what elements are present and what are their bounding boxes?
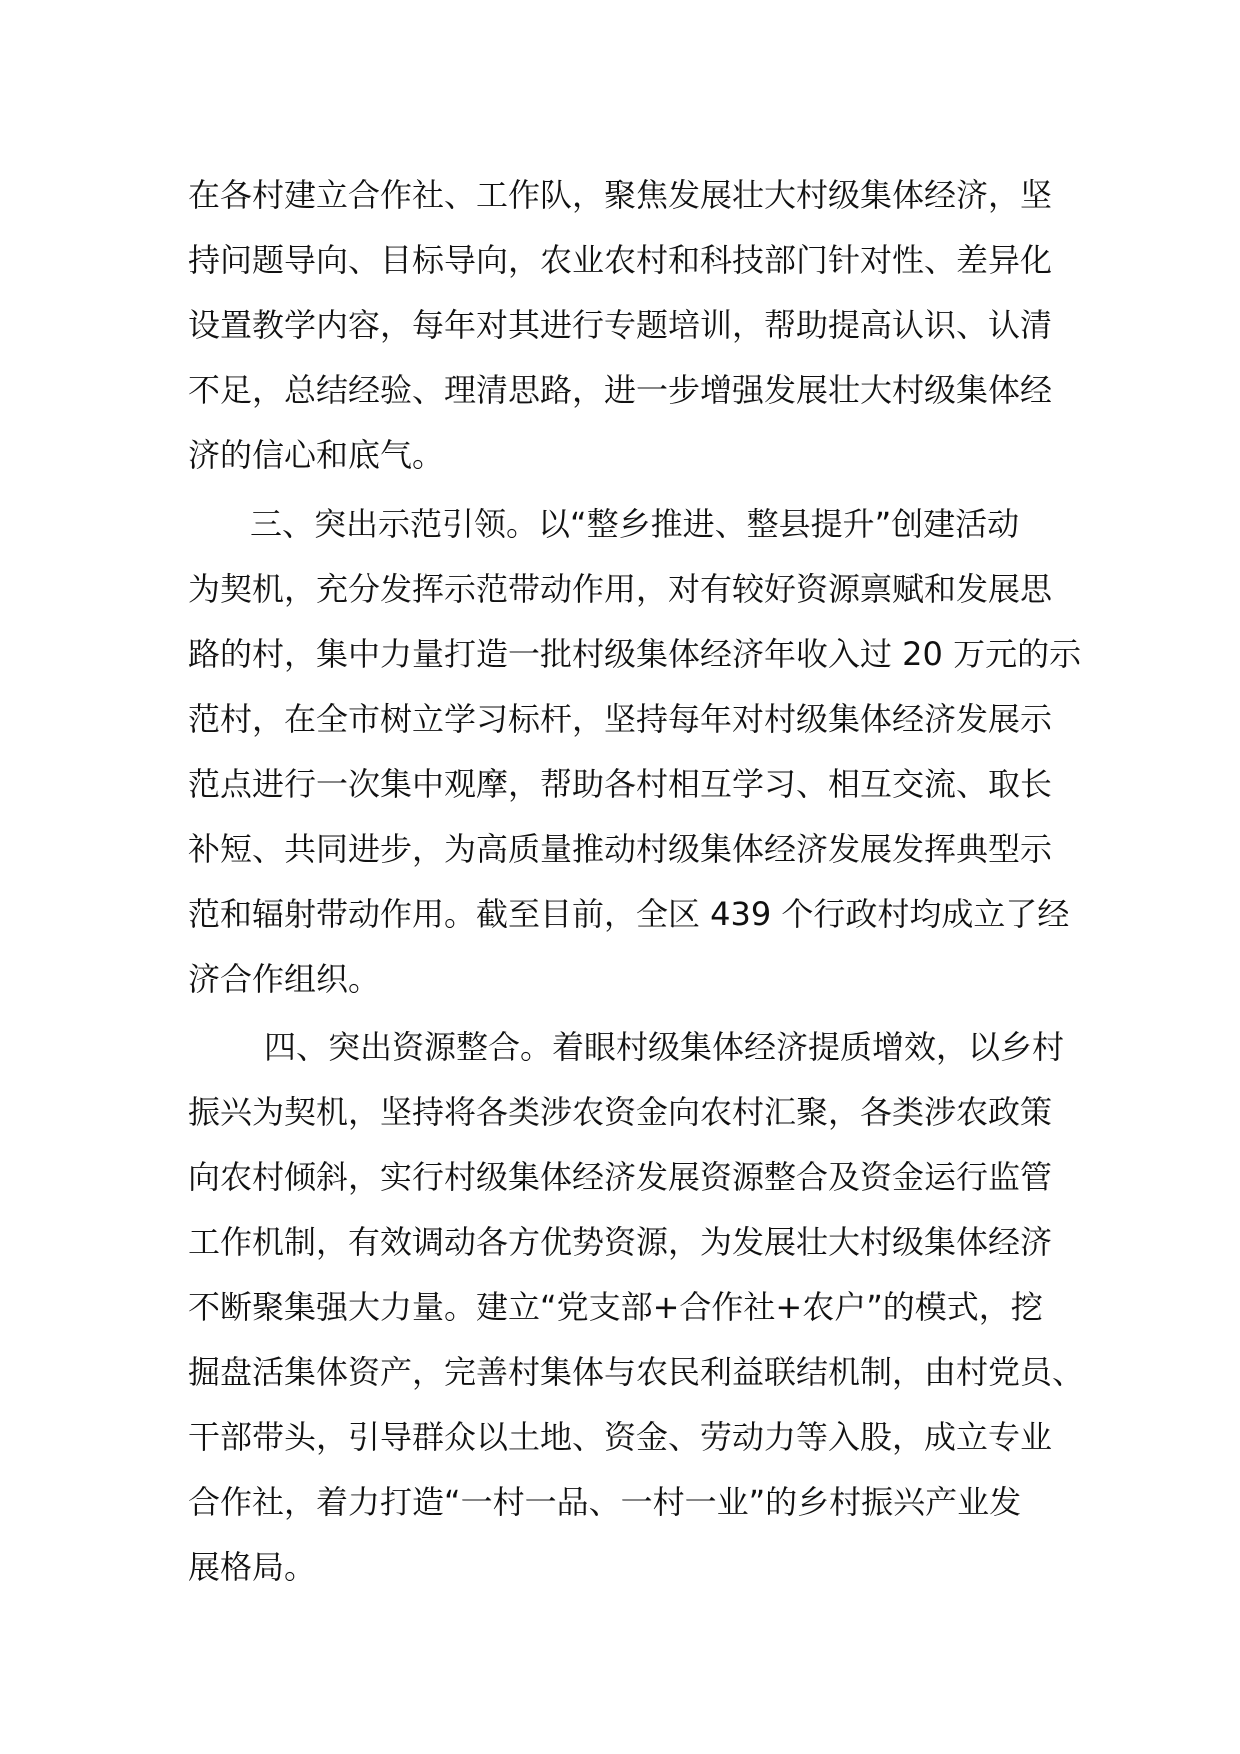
text-line: 持问题导向、目标导向，农业农村和科技部门针对性、差异化 xyxy=(188,241,1053,279)
text-line: 三、突出示范引领。以“整乡推进、整县提升”创建活动 xyxy=(250,505,1020,543)
text-line: 济合作组织。 xyxy=(188,960,381,998)
text-line: 合作社，着力打造“一村一品、一村一业”的乡村振兴产业发 xyxy=(188,1483,1022,1521)
text-line: 工作机制，有效调动各方优势资源，为发展壮大村级集体经济 xyxy=(188,1223,1053,1261)
text-line: 补短、共同进步，为高质量推动村级集体经济发展发挥典型示 xyxy=(188,830,1053,868)
text-line: 展格局。 xyxy=(188,1548,317,1586)
text-line: 不断聚集强大力量。建立“党支部+合作社+农户”的模式，挖 xyxy=(188,1288,1043,1326)
text-line: 范点进行一次集中观摩，帮助各村相互学习、相互交流、取长 xyxy=(188,765,1053,803)
text-line: 四、突出资源整合。着眼村级集体经济提质增效，以乡村 xyxy=(264,1028,1065,1066)
text-line: 向农村倾斜，实行村级集体经济发展资源整合及资金运行监管 xyxy=(188,1158,1053,1196)
text-line: 济的信心和底气。 xyxy=(188,436,445,474)
paragraph-continued xyxy=(188,163,1088,488)
text-line: 干部带头，引导群众以土地、资金、劳动力等入股，成立专业 xyxy=(188,1418,1053,1456)
text-line: 不足，总结经验、理清思路，进一步增强发展壮大村级集体经 xyxy=(188,371,1053,409)
paragraph-demonstration xyxy=(188,492,1088,1012)
paragraph-resource-integration xyxy=(188,1015,1088,1600)
text-line: 在各村建立合作社、工作队，聚焦发展壮大村级集体经济，坚 xyxy=(188,176,1053,214)
text-line: 路的村，集中力量打造一批村级集体经济年收入过 20 万元的示 xyxy=(188,635,1082,673)
text-line: 范和辐射带动作用。截至目前，全区 439 个行政村均成立了经 xyxy=(188,895,1070,933)
text-line: 设置教学内容，每年对其进行专题培训，帮助提高认识、认清 xyxy=(188,306,1053,344)
text-line: 掘盘活集体资产，完善村集体与农民利益联结机制，由村党员、 xyxy=(188,1353,1085,1391)
text-line: 振兴为契机，坚持将各类涉农资金向农村汇聚，各类涉农政策 xyxy=(188,1093,1053,1131)
text-line: 范村，在全市树立学习标杆，坚持每年对村级集体经济发展示 xyxy=(188,700,1053,738)
text-line: 为契机，充分发挥示范带动作用，对有较好资源禀赋和发展思 xyxy=(188,570,1053,608)
